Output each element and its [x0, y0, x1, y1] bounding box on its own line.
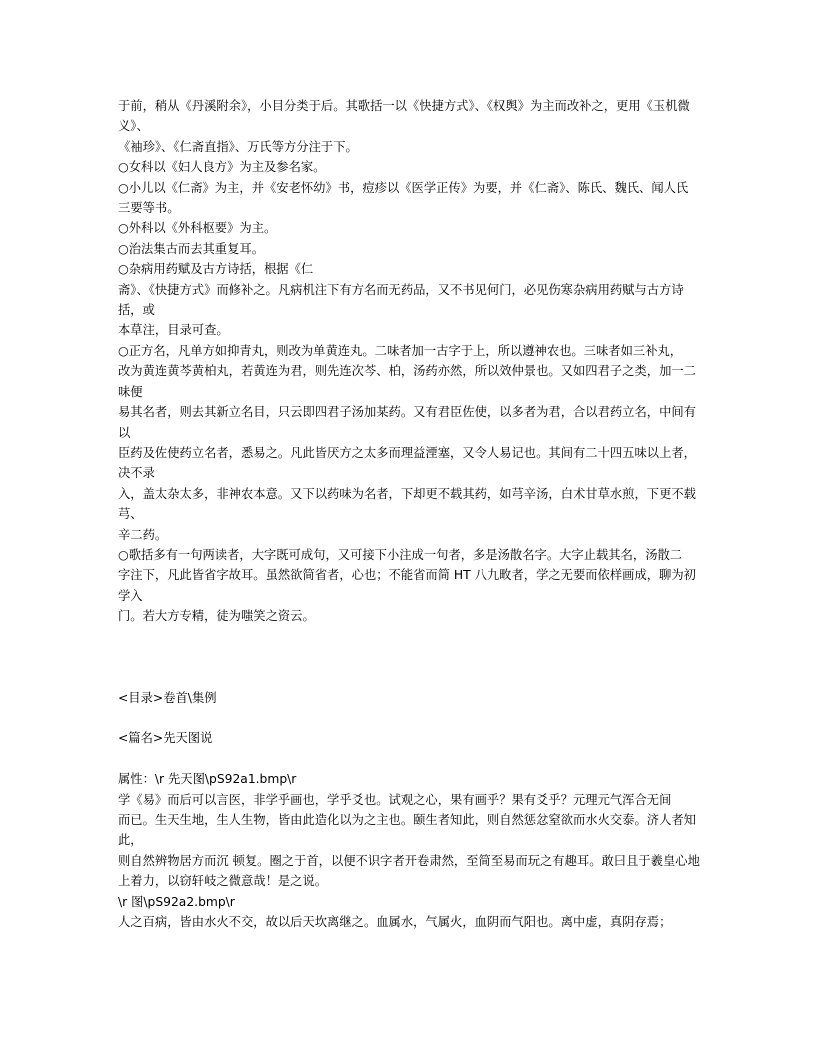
- body-line: ○治法集古而去其重复耳。: [118, 241, 264, 256]
- body-line: ○女科以《妇人良方》为主及参名家。: [118, 160, 326, 175]
- body-line: ○歌括多有一句两读者，大字既可成句，又可接下小注成一句者，多是汤散名字。大字止载其名，汤散二: [118, 547, 683, 562]
- body-line: ○外科以《外科枢要》为主。: [118, 221, 277, 236]
- body-line: 辛二药。: [118, 527, 168, 542]
- body-line: ○小儿以《仁斋》为主，并《安老怀幼》书，痘疹以《医学正传》为要，并《仁斋》、陈氏、魏氏、闻人氏: [118, 180, 689, 195]
- body-line: 本草注，目录可查。: [118, 323, 229, 338]
- body-line: 字注下，凡此皆省字故耳。虽然欲简省者，心也；不能省而简 HT 八九畋者，学之无要而依样画成，聊为初学入: [118, 568, 696, 603]
- section-line: 学《易》而后可以言医，非学乎画也，学乎爻也。试观之心，果有画乎？果有爻乎？元理元气浑合无间: [118, 792, 672, 807]
- body-line: 门。若大方专精，徒为嗤笑之资云。: [118, 609, 315, 624]
- section-line: \r 图\pS92a2.bmp\r: [118, 894, 235, 909]
- section-tag-volume: <目录>卷首\集例: [118, 690, 217, 705]
- tag-spacer: [118, 749, 706, 769]
- section-line: 上着力，以窃轩岐之微意哉！是之说。: [118, 874, 328, 889]
- body-line: 入，盖太杂太多，非神农本意。又下以药味为名者，下却更不载其药，如芎辛汤，白术甘草水煎，下更不载芎、: [118, 486, 696, 522]
- document-body: [118, 96, 706, 932]
- body-line: 易其名者，则去其新立名目，只云即四君子汤加某药。又有君臣佐使，以多者为君，合以君药立名，中间有以: [118, 405, 696, 440]
- section-line: 而已。生天生地，生人生物，皆由此造化以为之主也。颐生者知此，则自然惩忿窒欲而水火交泰。济人者知此，: [118, 812, 696, 848]
- body-line: 《袖珍》、《仁斋直指》、万氏等方分注于下。: [118, 139, 358, 154]
- body-line: ○杂病用药赋及古方诗括，根据《仁: [118, 262, 314, 277]
- body-line: 臣药及佐使药立名者，悉易之。凡此皆厌方之太多而理益湮塞，又令人易记也。其间有二十四五味以上者，决不录: [118, 445, 696, 481]
- section-line: 则自然辨物居方而沉 顿复。圈之于首，以便不识字者开卷肃然，至简至易而玩之有趣耳。敢曰且于羲皇心地: [118, 853, 700, 868]
- section-spacer: [118, 627, 706, 688]
- section-line: 人之百病，皆由水火不交，故以后天坎离继之。血属水，气属火，血阴而气阳也。离中虚，真阴存焉；: [118, 915, 672, 929]
- body-line: 三要等书。: [118, 201, 180, 216]
- body-line: ○正方名，凡单方如抑青丸，则改为单黄连丸。二味者加一古字于上，所以遵神农也。三味者如三补丸，: [118, 343, 683, 358]
- body-line: 斋》、《快捷方式》而修补之。凡病机注下有方名而无药品，又不书见何门，必见伤寒杂病用药赋与古方诗括，或: [118, 282, 684, 318]
- body-line: 改为黄连黄芩黄柏丸，若黄连为君，则先连次芩、柏，汤药亦然，所以效仲景也。又如四君子之类，加一二味便: [118, 364, 696, 399]
- body-line: 于前，稍从《丹溪附余》，小目分类于后。其歌括一以《快捷方式》、《权舆》为主而改补之，更用《玉机微义》、: [118, 99, 690, 134]
- section-tag-chapter: <篇名>先天图说: [118, 731, 213, 746]
- section-line: 属性：\r 先天图\pS92a1.bmp\r: [118, 772, 297, 787]
- tag-spacer: [118, 708, 706, 728]
